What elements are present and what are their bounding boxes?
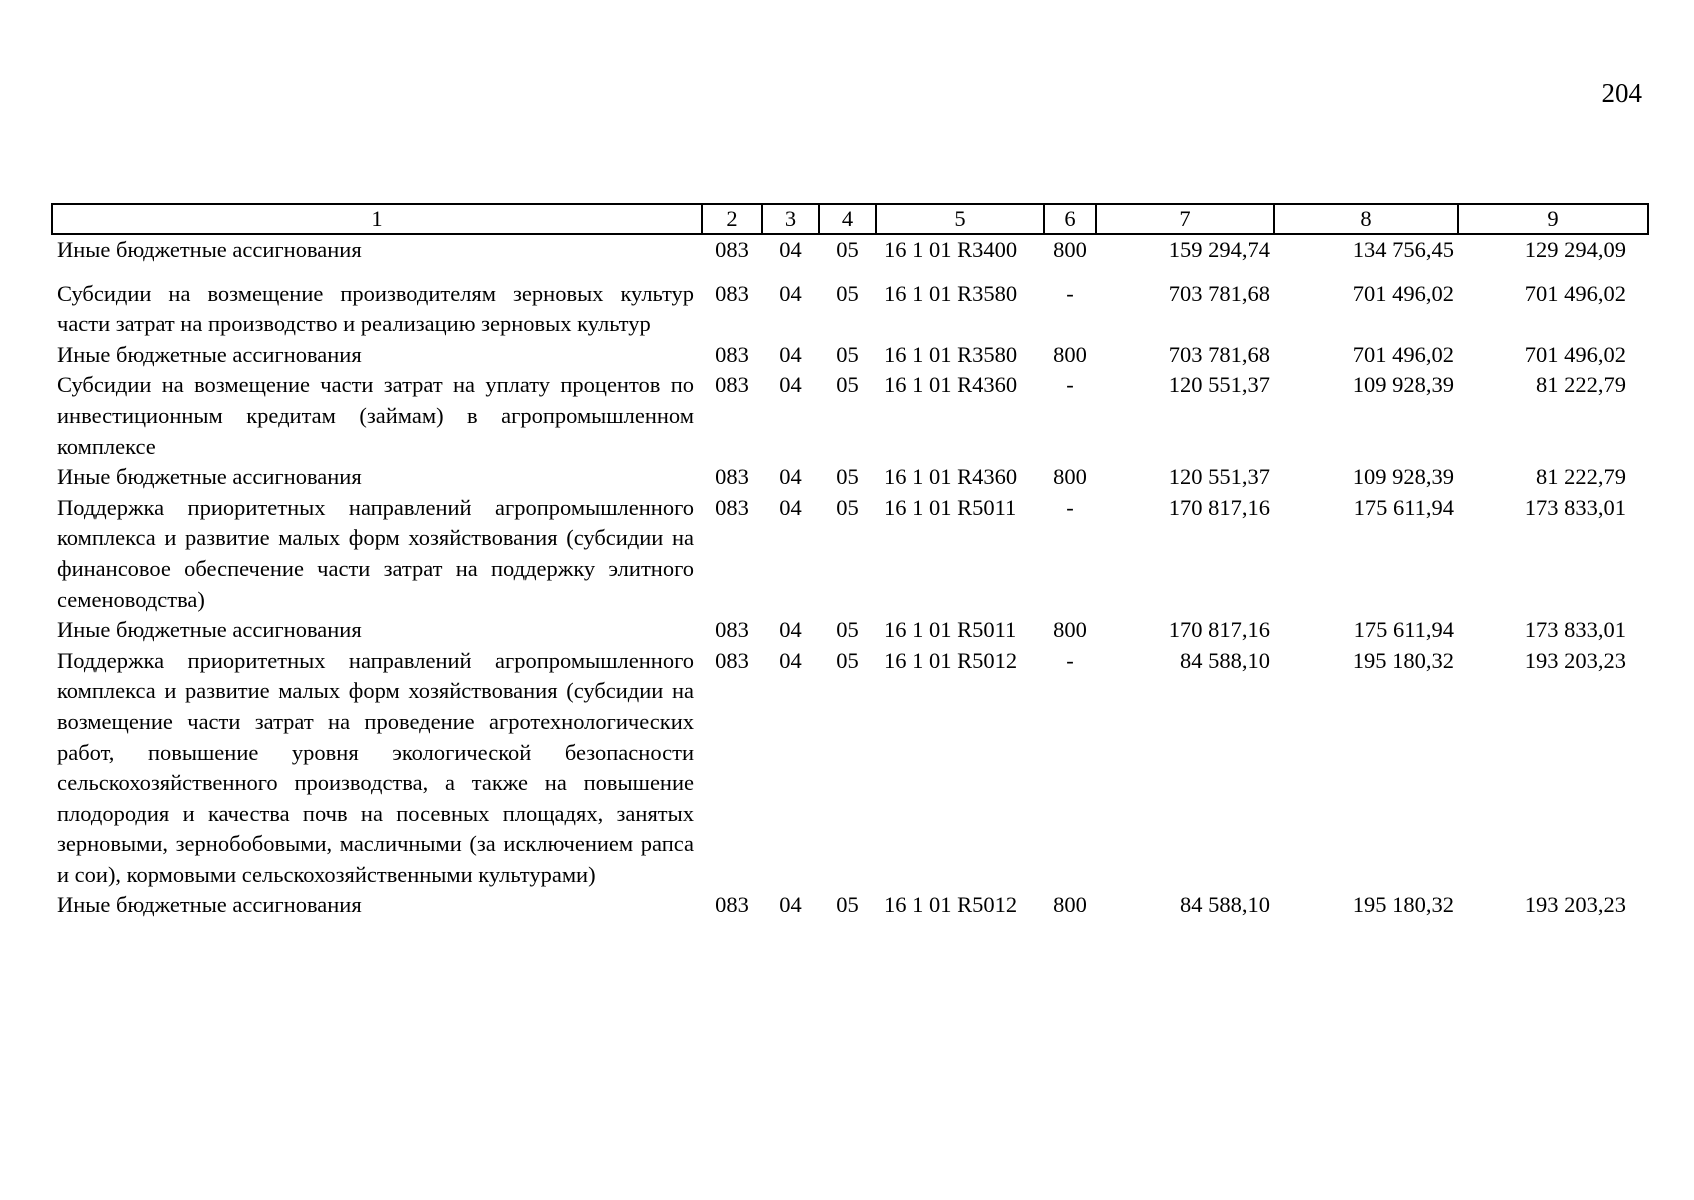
row-c9: 173 833,01 [1524, 494, 1626, 520]
row-c4: 05 [836, 892, 859, 918]
row-name: Субсидии на возмещение части затрат на уплату процентов по инвестиционным кредитам (займам) в агропромышленном комплексе [57, 372, 694, 459]
row-c5: 16 1 01 R4360 [884, 372, 1018, 398]
row-c4: 05 [836, 617, 859, 643]
row-c3: 04 [779, 494, 802, 520]
row-c6: 800 [1053, 341, 1087, 367]
row-c2: 083 [715, 464, 749, 490]
row-c2: 083 [715, 341, 749, 367]
row-c9: 701 496,02 [1524, 280, 1626, 306]
header-cell-3: 3 [762, 204, 819, 234]
row-c2: 083 [715, 280, 749, 306]
row-c5: 16 1 01 R5012 [884, 892, 1018, 918]
table-row [52, 370, 1648, 462]
row-c6: - [1066, 372, 1074, 398]
row-c2: 083 [715, 494, 749, 520]
row-name: Иные бюджетные ассигнования [57, 341, 362, 367]
row-c4: 05 [836, 280, 859, 306]
row-c6: 800 [1053, 237, 1087, 262]
row-c3: 04 [779, 647, 802, 673]
table-row [52, 615, 1648, 646]
table-row [52, 890, 1648, 921]
row-c7: 703 781,68 [1168, 280, 1270, 306]
row-c5: 16 1 01 R5011 [884, 494, 1017, 520]
row-c5: 16 1 01 R4360 [884, 464, 1018, 490]
header-cell-9: 9 [1458, 204, 1648, 234]
row-c4: 05 [836, 341, 859, 367]
row-c9: 129 294,09 [1524, 237, 1626, 262]
row-c4: 05 [836, 464, 859, 490]
row-c8: 701 496,02 [1352, 280, 1454, 306]
row-c7: 120 551,37 [1168, 372, 1270, 398]
row-c6: 800 [1053, 892, 1087, 918]
table-row [52, 234, 1648, 266]
row-c8: 134 756,45 [1352, 237, 1454, 262]
row-c7: 170 817,16 [1168, 617, 1270, 643]
row-c6: - [1066, 647, 1074, 673]
row-c4: 05 [836, 237, 859, 262]
row-c8: 109 928,39 [1352, 464, 1454, 490]
row-c3: 04 [779, 892, 802, 918]
row-c7: 159 294,74 [1168, 237, 1270, 262]
row-c7: 703 781,68 [1168, 341, 1270, 367]
row-c5: 16 1 01 R3400 [884, 237, 1018, 262]
header-cell-4: 4 [819, 204, 876, 234]
table-row [52, 266, 1648, 340]
row-c7: 120 551,37 [1168, 464, 1270, 490]
row-c8: 195 180,32 [1352, 647, 1454, 673]
row-c8: 195 180,32 [1352, 892, 1454, 918]
row-c3: 04 [779, 280, 802, 306]
row-c8: 701 496,02 [1352, 341, 1454, 367]
header-row [52, 204, 1648, 234]
row-c9: 193 203,23 [1524, 647, 1626, 673]
row-c5: 16 1 01 R5011 [884, 617, 1017, 643]
row-name: Иные бюджетные ассигнования [57, 464, 362, 490]
row-c5: 16 1 01 R3580 [884, 341, 1018, 367]
table-row [52, 340, 1648, 371]
row-c5: 16 1 01 R3580 [884, 280, 1018, 306]
row-c7: 170 817,16 [1168, 494, 1270, 520]
header-cell-2: 2 [702, 204, 762, 234]
row-name: Иные бюджетные ассигнования [57, 237, 362, 262]
row-c6: - [1066, 280, 1074, 306]
row-c2: 083 [715, 617, 749, 643]
row-c4: 05 [836, 647, 859, 673]
row-c2: 083 [715, 892, 749, 918]
row-c2: 083 [715, 647, 749, 673]
table-row [52, 646, 1648, 891]
row-name: Субсидии на возмещение производителям зерновых культур части затрат на производство и реализацию зерновых культур [57, 280, 694, 337]
row-c6: 800 [1053, 464, 1087, 490]
row-c3: 04 [779, 372, 802, 398]
row-c9: 81 222,79 [1536, 372, 1626, 398]
header-cell-6: 6 [1044, 204, 1096, 234]
row-c7: 84 588,10 [1180, 892, 1270, 918]
row-name: Поддержка приоритетных направлений агропромышленного комплекса и развитие малых форм хозяйствования (субсидии на возмещение части затрат на проведение агротехнологических работ, повышение уровня экологической безопасности сельскохозяйственного производства, а также на повышение плодородия и качества почв на посевных площадях, занятых зерновыми, зернобобовыми, масличными (за исключением рапса и сои), кормовыми сельскохозяйственными культурами) [57, 647, 694, 887]
row-c9: 81 222,79 [1536, 464, 1626, 490]
row-c2: 083 [715, 372, 749, 398]
row-c9: 193 203,23 [1524, 892, 1626, 918]
budget-table [51, 203, 1649, 921]
row-c6: 800 [1053, 617, 1087, 643]
row-c6: - [1066, 494, 1074, 520]
row-c8: 175 611,94 [1353, 494, 1454, 520]
row-c8: 175 611,94 [1353, 617, 1454, 643]
row-c9: 701 496,02 [1524, 341, 1626, 367]
header-cell-5: 5 [876, 204, 1044, 234]
row-name: Поддержка приоритетных направлений агропромышленного комплекса и развитие малых форм хозяйствования (субсидии на финансовое обеспечение части затрат на поддержку элитного семеноводства) [57, 494, 694, 612]
row-c7: 84 588,10 [1180, 647, 1270, 673]
row-c4: 05 [836, 372, 859, 398]
header-cell-8: 8 [1274, 204, 1458, 234]
table-row [52, 462, 1648, 493]
row-c3: 04 [779, 464, 802, 490]
row-c8: 109 928,39 [1352, 372, 1454, 398]
table-row [52, 493, 1648, 615]
header-cell-1: 1 [52, 204, 702, 234]
row-c3: 04 [779, 617, 802, 643]
row-name: Иные бюджетные ассигнования [57, 892, 362, 918]
row-c4: 05 [836, 494, 859, 520]
row-c9: 173 833,01 [1524, 617, 1626, 643]
row-c2: 083 [715, 237, 749, 262]
row-c3: 04 [779, 237, 802, 262]
row-c3: 04 [779, 341, 802, 367]
row-c5: 16 1 01 R5012 [884, 647, 1018, 673]
page-number: 204 [1601, 78, 1642, 108]
row-name: Иные бюджетные ассигнования [57, 617, 362, 643]
header-cell-7: 7 [1096, 204, 1274, 234]
